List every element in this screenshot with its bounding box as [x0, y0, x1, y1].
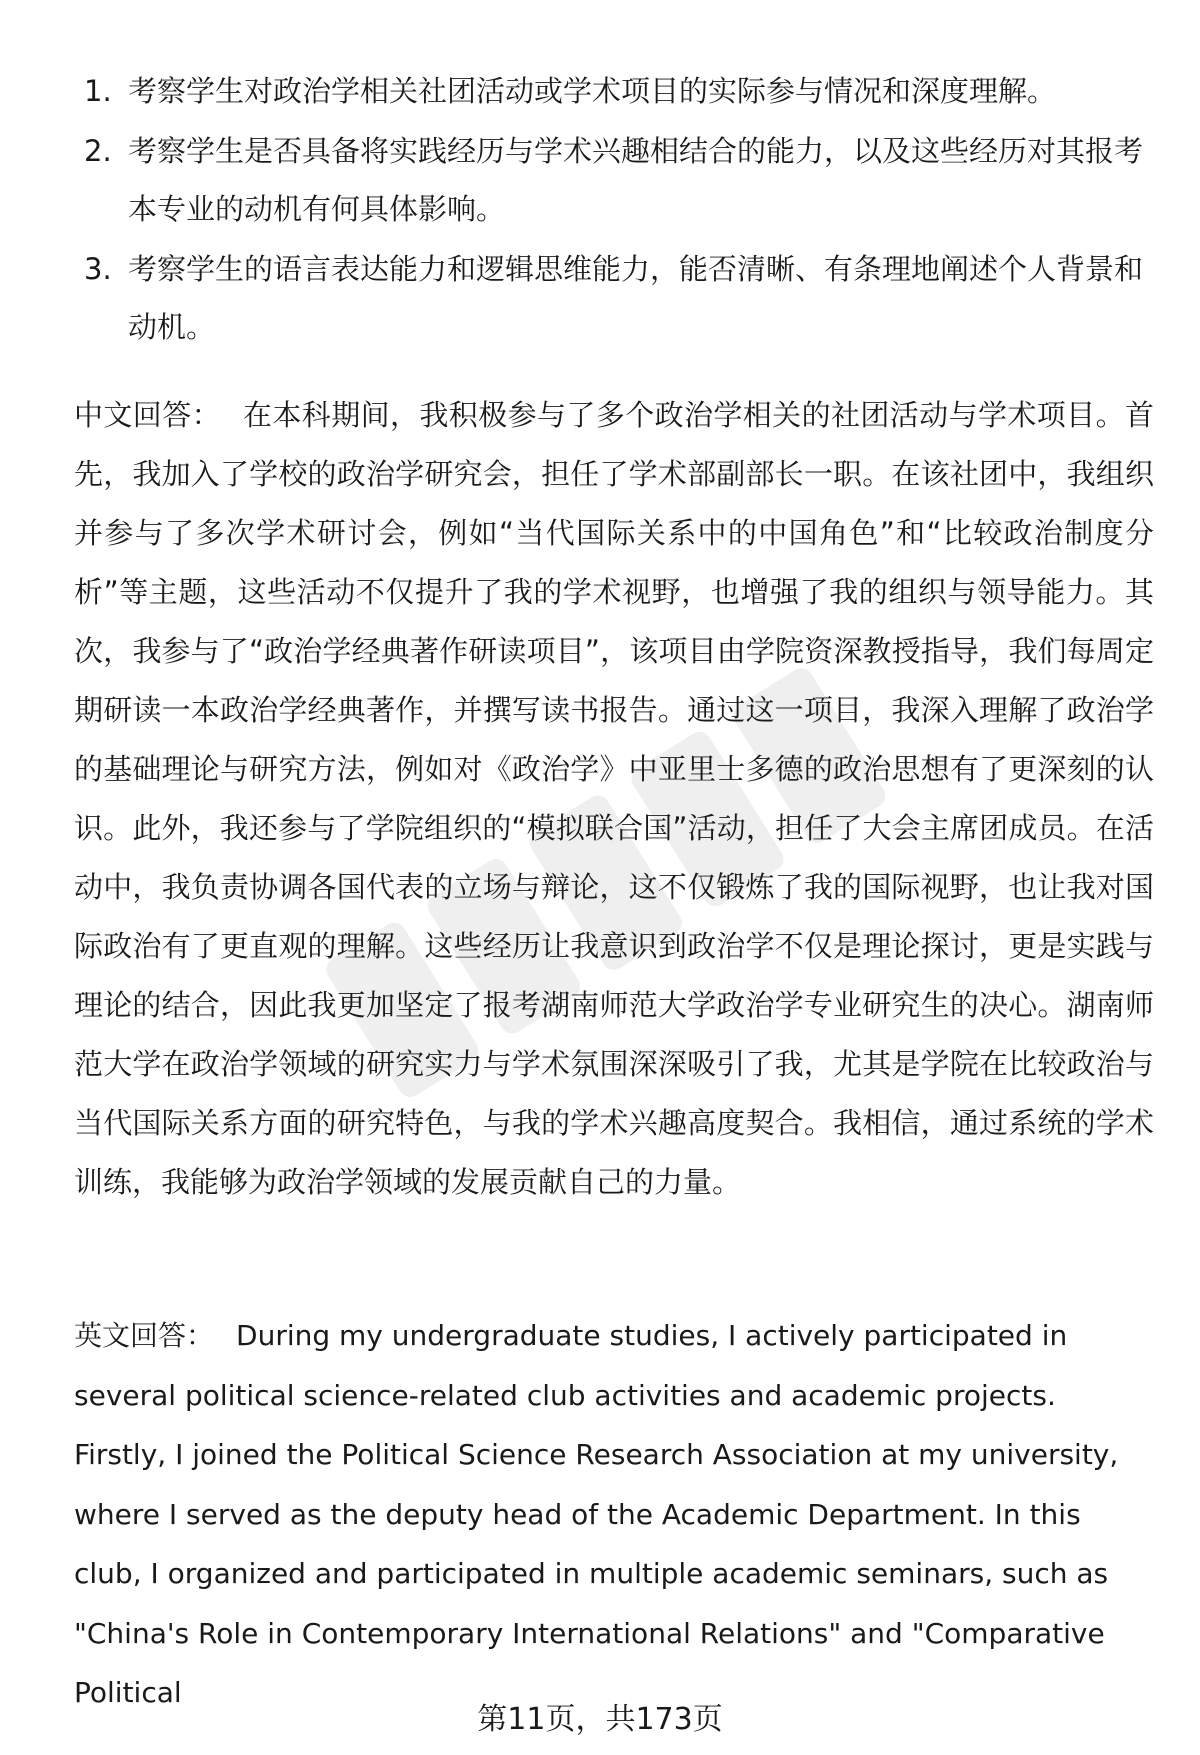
criteria-text: 考察学生是否具备将实践经历与学术兴趣相结合的能力，以及这些经历对其报考本专业的动机有何具体影响。: [128, 134, 1144, 226]
chinese-answer-label: 中文回答：: [74, 398, 221, 432]
criteria-number: 1.: [84, 74, 112, 108]
chinese-answer-text: 在本科期间，我积极参与了多个政治学相关的社团活动与学术项目。首先，我加入了学校的政治学研究会，担任了学术部副部长一职。在该社团中，我组织并参与了多次学术研讨会，例如“当代国际关系中的中国角色”和“比较政治制度分析”等主题，这些活动不仅提升了我的学术视野，也增强了我的组织与领导能力。其次，我参与了“政治学经典著作研读项目”，该项目由学院资深教授指导，我们每周定期研读一本政治学经典著作，并撰写读书报告。通过这一项目，我深入理解了政治学的基础理论与研究方法，例如对《政治学》中亚里士多德的政治思想有了更深刻的认识。此外，我还参与了学院组织的“模拟联合国”活动，担任了大会主席团成员。在活动中，我负责协调各国代表的立场与辩论，这不仅锻炼了我的国际视野，也让我对国际政治有了更直观的理解。这些经历让我意识到政治学不仅是理论探讨，更是实践与理论的结合，因此我更加坚定了报考湖南师范大学政治学专业研究生的决心。湖南师范大学在政治学领域的研究实力与学术氛围深深吸引了我，尤其是学院在比较政治与当代国际关系方面的研究特色，与我的学术兴趣高度契合。我相信，通过系统的学术训练，我能够为政治学领域的发展贡献自己的力量。: [74, 398, 1154, 1199]
criteria-item: [84, 240, 1154, 356]
criteria-item: [84, 62, 1154, 120]
evaluation-criteria-list: [84, 62, 1154, 358]
criteria-number: 3.: [84, 252, 112, 286]
chinese-answer-paragraph: [74, 386, 1154, 1212]
english-answer-paragraph: [74, 1306, 1154, 1723]
english-answer-label: 英文回答：: [74, 1319, 215, 1352]
page-number-footer: 第11页，共173页: [477, 1702, 723, 1737]
criteria-text: 考察学生的语言表达能力和逻辑思维能力，能否清晰、有条理地阐述个人背景和动机。: [128, 252, 1144, 344]
criteria-number: 2.: [84, 134, 112, 168]
english-answer-text: During my undergraduate studies, I actively participated in several political science-related club activities and academic projects. Firstly, I joined the Political Science Research Association at my university, where I served as the deputy head of the Academic Department. In this club, I organized and participated in multiple academic seminars, such as "China's Role in Contemporary International Relations" and "Comparative Political: [74, 1319, 1119, 1709]
criteria-item: [84, 122, 1154, 238]
criteria-text: 考察学生对政治学相关社团活动或学术项目的实际参与情况和深度理解。: [128, 74, 1057, 108]
